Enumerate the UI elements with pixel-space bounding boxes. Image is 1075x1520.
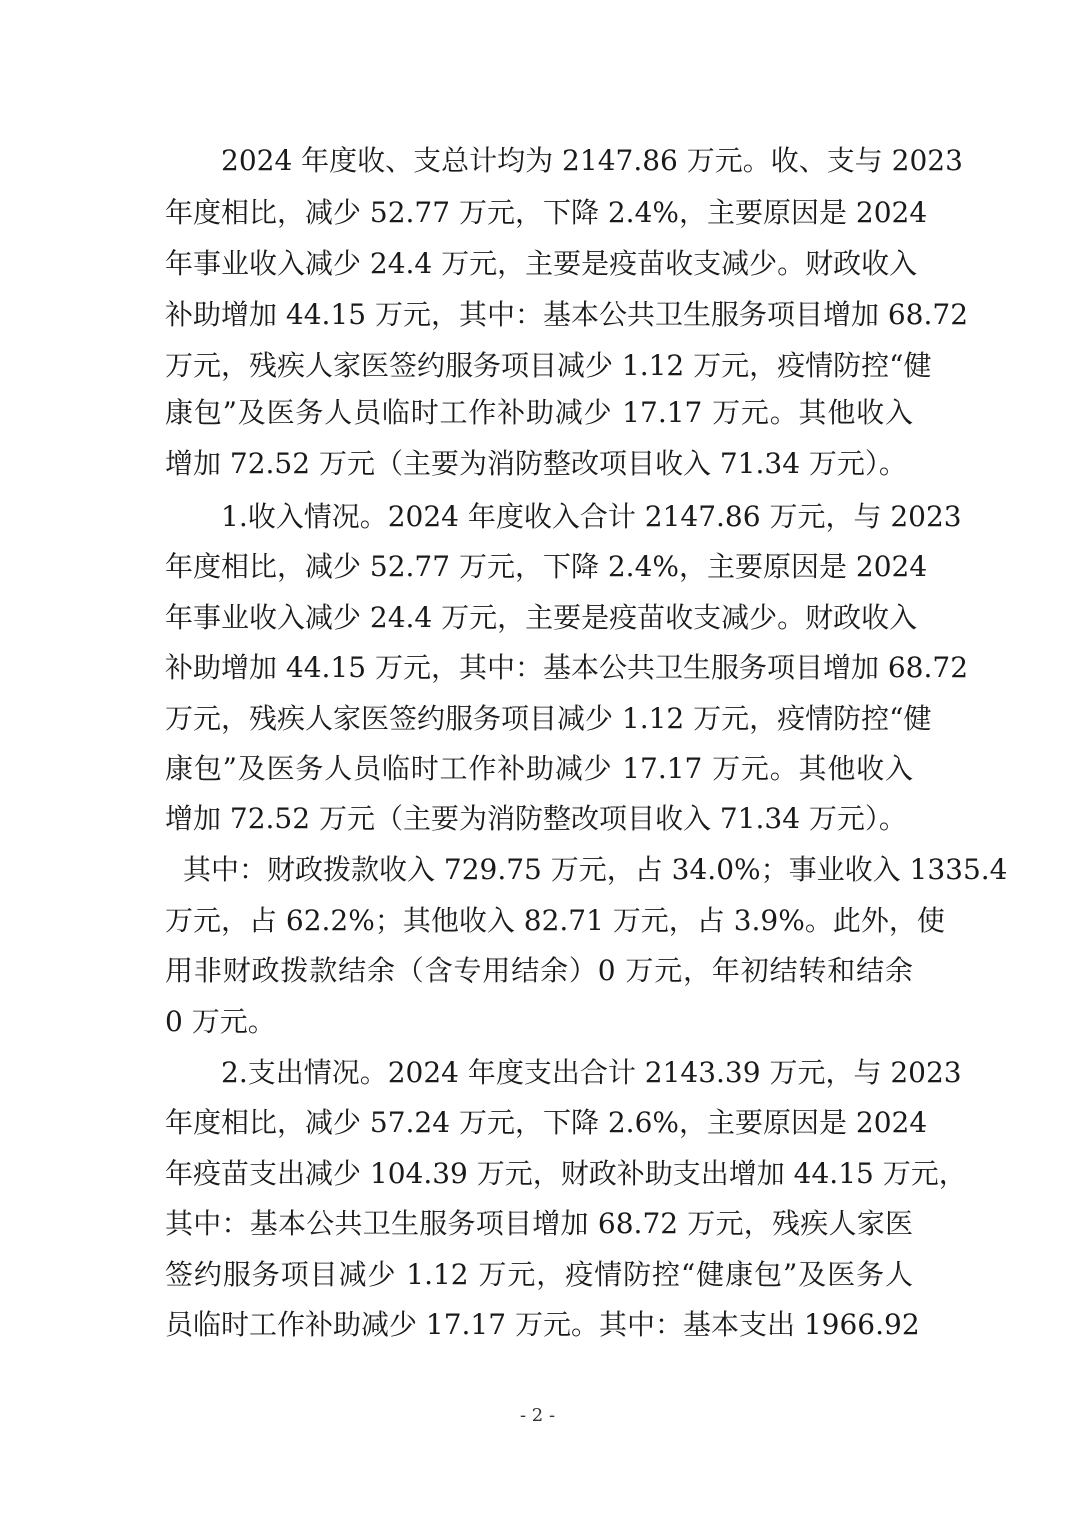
text-line: 增加 72.52 万元（主要为消防整改项目收入 71.34 万元）。 — [165, 447, 907, 480]
text-line: 年事业收入减少 24.4 万元，主要是疫苗收支减少。财政收入 — [165, 247, 918, 280]
text-line: 其中：财政拨款收入 729.75 万元，占 34.0%；事业收入 1335.4 — [183, 853, 1008, 886]
text-line: 2024 年度收、支总计均为 2147.86 万元。收、支与 2023 — [221, 144, 963, 177]
text-line: 增加 72.52 万元（主要为消防整改项目收入 71.34 万元）。 — [165, 802, 907, 835]
text-line: 2.支出情况。2024 年度支出合计 2143.39 万元，与 2023 — [221, 1056, 962, 1089]
text-line: 年疫苗支出减少 104.39 万元，财政补助支出增加 44.15 万元， — [165, 1157, 967, 1190]
text-line: 年度相比，减少 57.24 万元，下降 2.6%，主要原因是 2024 — [165, 1106, 928, 1139]
text-line: 签约服务项目减少 1.12 万元，疫情防控“健康包”及医务人 — [165, 1258, 913, 1291]
text-line: 万元，残疾人家医签约服务项目减少 1.12 万元，疫情防控“健 — [165, 349, 932, 382]
page-number: - 2 - — [519, 1405, 556, 1426]
text-line: 万元，占 62.2%；其他收入 82.71 万元，占 3.9%。此外，使 — [165, 904, 945, 937]
text-line: 0 万元。 — [165, 1005, 276, 1038]
text-line: 年度相比，减少 52.77 万元，下降 2.4%，主要原因是 2024 — [165, 196, 928, 229]
text-line: 康包”及医务人员临时工作补助减少 17.17 万元。其他收入 — [165, 396, 913, 429]
text-line: 万元，残疾人家医签约服务项目减少 1.12 万元，疫情防控“健 — [165, 702, 932, 735]
text-line: 年事业收入减少 24.4 万元，主要是疫苗收支减少。财政收入 — [165, 601, 918, 634]
text-line: 员临时工作补助减少 17.17 万元。其中：基本支出 1966.92 — [165, 1308, 920, 1341]
text-line: 年度相比，减少 52.77 万元，下降 2.4%，主要原因是 2024 — [165, 550, 928, 583]
text-line: 补助增加 44.15 万元，其中：基本公共卫生服务项目增加 68.72 — [165, 298, 969, 331]
text-line: 1.收入情况。2024 年度收入合计 2147.86 万元，与 2023 — [221, 500, 962, 533]
text-line: 康包”及医务人员临时工作补助减少 17.17 万元。其他收入 — [165, 752, 913, 785]
text-line: 补助增加 44.15 万元，其中：基本公共卫生服务项目增加 68.72 — [165, 651, 969, 684]
text-line: 用非财政拨款结余（含专用结余）0 万元，年初结转和结余 — [165, 954, 913, 987]
text-line: 其中：基本公共卫生服务项目增加 68.72 万元，残疾人家医 — [165, 1207, 913, 1240]
